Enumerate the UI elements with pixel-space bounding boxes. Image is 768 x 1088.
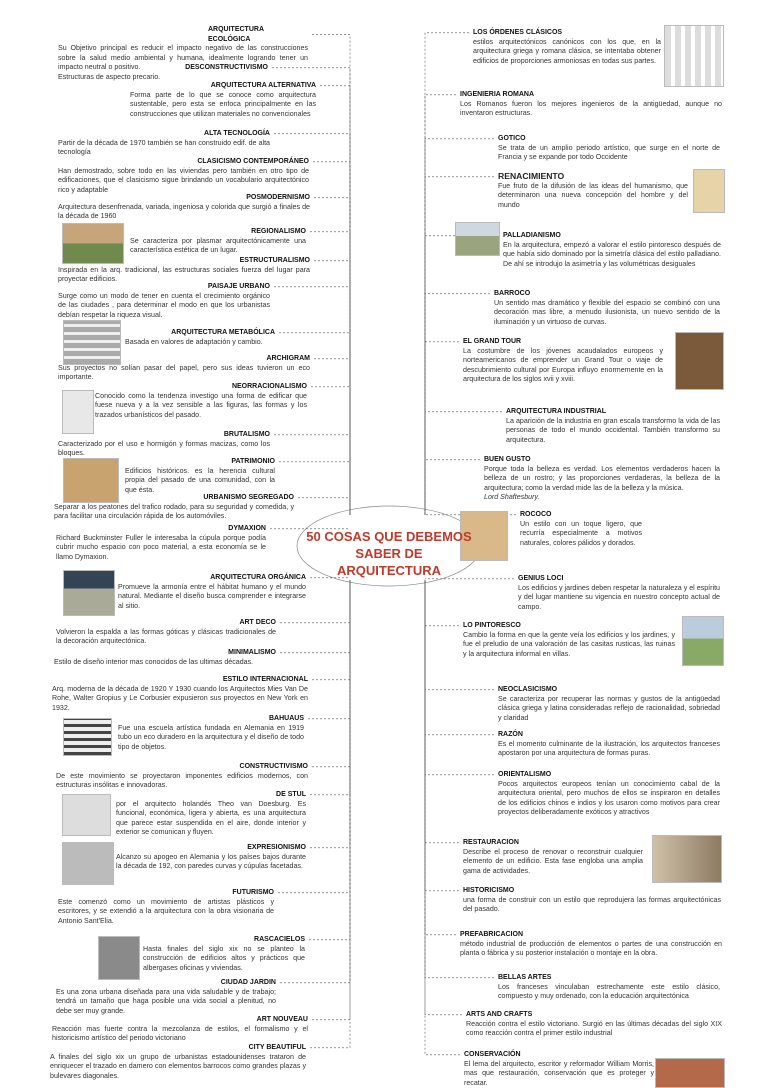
topic-desc: Edificios históricos. es la herencia cultural propia del pasado de una comunidad, con la que ésta.	[125, 467, 275, 496]
topic-title: ESTRUCTURALISMO	[58, 256, 310, 266]
topic-title: BELLAS ARTES	[498, 973, 720, 983]
topic-desc: Reacción mas fuerte contra la mezcolanza de estilos, el formalismo y el historicismo artístico del periodo victoriano	[52, 1025, 308, 1044]
connector-topic-constructivismo	[312, 580, 350, 767]
topic-title: ARQUITECTURA METABÓLICA	[125, 328, 275, 338]
topic-desc: Pocos arquitectos europeos tenían un conocimiento cabal de la arquitectura oriental, pero muchos de ellos se inspiraron en detalles de los edificios chinos e indios y los usaron como motivos para crear proyectos deliberadamente exóticos y atractivos	[498, 780, 720, 818]
topic-alternativa	[130, 81, 316, 119]
center-title-line2: SABER DE ARQUITECTURA	[306, 545, 472, 579]
connector-topic-urbanismo	[298, 498, 350, 515]
topic-desc: estilos arquitectónicos canónicos con los que, en la arquitectura griega y romana clásica, se intentaba obtener edificios de proporciones armoniosas en todas sus partes.	[473, 38, 661, 67]
colonnade-image	[664, 25, 724, 87]
topic-desc: Porque toda la belleza es verdad. Los elementos verdaderos hacen la belleza de un rostro; y las proporciones verdaderas, la belleza de la arquitectura; como la verdad mide las de la belleza y la música.	[484, 465, 720, 494]
topic-rascacielos	[143, 935, 305, 973]
topic-title: ART DECO	[56, 618, 276, 628]
connector-topic-buengusto	[425, 460, 480, 515]
morris-house-image	[655, 1058, 725, 1088]
topic-desc: Es el momento culminante de la ilustración, los arquitectos franceses apostaron por una arquitectura de formas puras.	[498, 740, 720, 759]
vitruvian-man-image	[693, 169, 725, 213]
topic-desc: Sus proyectos no solían pasar del papel, pero sus ideas tuvieron un eco importante.	[58, 364, 310, 383]
connector-topic-grandtour	[425, 342, 459, 515]
topic-title: DESCONSTRUCTIVISMO	[58, 63, 268, 73]
topic-desc: Promueve la armonía entre el hábitat humano y el mundo natural. Mediante el diseño busca comprender e integrarse al sitio.	[118, 583, 306, 612]
topic-gotico	[498, 134, 720, 163]
topic-desc: Caracterizado por el uso e hormigón y formas macizas, como los bloques.	[58, 440, 270, 459]
topic-title: URBANISMO SEGREGADO	[54, 493, 294, 503]
topic-desc: una forma de construir con un estilo que reprodujera las formas arquitectónicas del pasado.	[463, 896, 721, 915]
topic-desc: Inspirada en la arq. tradicional, las estructuras sociales fuerza del lugar para proyectar edificios.	[58, 266, 310, 285]
topic-archigram	[58, 354, 310, 383]
connector-topic-artsandcrafts	[425, 580, 462, 1015]
topic-title: BAHUAUS	[118, 714, 304, 724]
organic-house-image	[63, 570, 115, 616]
topic-paisaje	[58, 282, 270, 320]
connector-topic-historicismo	[425, 580, 459, 891]
topic-title: PREFABRICACION	[460, 930, 722, 940]
topic-desc: Arquitectura desenfrenada, variada, ingeniosa y colorida que surgió a finales de la década de 1960	[58, 203, 310, 222]
topic-desc: Partir de la década de 1970 también se han construido edif. de alta tecnología	[58, 139, 270, 158]
topic-title: BRUTALISMO	[58, 430, 270, 440]
restoration-building-image	[652, 835, 722, 883]
topic-desc: Un sentido mas dramático y flexible del espacio se combinó con una decoración mas libre, a menudo ilusionista, un nuevo sentido de la iluminación y un virtuoso de curvas.	[494, 299, 720, 328]
topic-regionalismo	[130, 227, 306, 256]
topic-artdeco	[56, 618, 276, 647]
topic-orientalismo	[498, 770, 720, 818]
topic-ordenes	[473, 28, 661, 66]
topic-title: BUEN GUSTO	[484, 455, 720, 465]
topic-title: RASCACIELOS	[143, 935, 305, 945]
topic-desc: La costumbre de los jóvenes acaudalados europeos y norteamericanos de emprender un Grand Tour o viaje de descubrimiento cultural por Europa influyo enormemente en la arquitectura de los siglos xvii y xviii.	[463, 347, 663, 385]
topic-desc: Los edificios y jardines deben respetar la naturaleza y el espíritu y del lugar mantiene su vigencia en nuestro concepto actual de campo.	[518, 584, 720, 613]
neorrationalism-church-image	[62, 390, 94, 434]
topic-title: ART NOUVEAU	[52, 1015, 308, 1025]
topic-title: RENACIMIENTO	[498, 172, 688, 182]
topic-title: NEOCLASICISMO	[498, 685, 720, 695]
topic-desc: Surge como un modo de tener en cuenta el crecimiento orgánico de las ciudades , para determinar el modo en que los urbanistas debían respetar la riqueza visual.	[58, 292, 270, 321]
topic-title: DYMAXION	[56, 524, 266, 534]
topic-palladianismo	[503, 231, 721, 269]
topic-razon	[498, 730, 720, 759]
topic-geniusloci	[518, 574, 720, 612]
topic-title: REGIONALISMO	[130, 227, 306, 237]
topic-organica	[118, 573, 306, 611]
connector-topic-neorracionalismo	[311, 387, 350, 515]
topic-desc: Los Romanos fueron los mejores ingenieros de la antigüedad, aunque no inventaron estructuras.	[460, 100, 722, 119]
topic-buengusto	[484, 455, 720, 503]
topic-title: POSMODERNISMO	[58, 193, 310, 203]
topic-title: HISTORICISMO	[463, 886, 721, 896]
topic-neoclasicismo	[498, 685, 720, 723]
topic-desc: A finales del siglo xix un grupo de urbanistas estadounidenses trataron de enriquecer el trazado en damero con elementos barrocos como grandes plazas y bulevares diagonales.	[50, 1053, 306, 1082]
topic-title: ARQUITECTURA ALTERNATIVA	[130, 81, 316, 91]
center-title	[306, 528, 472, 579]
topic-title: PALLADIANISMO	[503, 231, 721, 241]
topic-urbanismo	[54, 493, 294, 522]
topic-desc: Basada en valores de adaptación y cambio.	[125, 338, 275, 348]
bauhaus-building-image	[63, 718, 112, 756]
topic-title: CLASICISMO CONTEMPORÁNEO	[58, 157, 309, 167]
picturesque-cottage-image	[682, 616, 724, 666]
connector-topic-artnouveau	[312, 580, 350, 1020]
grand-tour-painting-image	[675, 332, 724, 390]
topic-metabolica	[125, 328, 275, 347]
topic-title: RAZÓN	[498, 730, 720, 740]
topic-conservacion	[464, 1050, 654, 1088]
topic-desc: Reacción contra el estilo victoriano. Surgió en las últimas décadas del siglo XIX como reacción contra el primer estilo industrial	[466, 1020, 722, 1039]
topic-desc: Se caracteriza por plasmar arquitectónicamente una característica estética de un lugar.	[130, 237, 306, 256]
topic-ciudadjardin	[56, 978, 276, 1016]
connector-topic-citybeautiful	[310, 580, 350, 1048]
topic-futurismo	[58, 888, 274, 926]
topic-historicismo	[463, 886, 721, 915]
topic-renacimiento	[498, 172, 688, 210]
topic-title: PATRIMONIO	[125, 457, 275, 467]
topic-dymaxion	[56, 524, 266, 562]
connector-topic-prefabricacion	[425, 580, 456, 935]
connector-topic-bahuaus	[308, 580, 350, 719]
topic-prefabricacion	[460, 930, 722, 959]
topic-title: EL GRAND TOUR	[463, 337, 663, 347]
topic-desc: Richard Buckminster Fuller le interesaba la cúpula porque podía cubrir mucho espacio con poco material, a esta economía se le llamo Dymaxion.	[56, 534, 266, 563]
topic-bellasartes	[498, 973, 720, 1002]
de-stijl-house-image	[62, 794, 111, 836]
topic-title: CONSERVACIÓN	[464, 1050, 654, 1060]
topic-industrial	[506, 407, 720, 445]
topic-title: ESTILO INTERNACIONAL	[52, 675, 308, 685]
topic-title: CONSTRUCTIVISMO	[56, 762, 308, 772]
topic-brutalismo	[58, 430, 270, 459]
topic-estructuralismo	[58, 256, 310, 285]
topic-title: INGENIERIA ROMANA	[460, 90, 722, 100]
expressionism-image	[62, 842, 114, 885]
topic-posmodernismo	[58, 193, 310, 222]
topic-altatecnologia	[58, 129, 270, 158]
topic-desc: Separar a los peatones del trafico rodado, para su seguridad y comedida, y para facilitar una circulación rápida de los automóviles.	[54, 503, 294, 522]
topic-title: ARCHIGRAM	[58, 354, 310, 364]
connector-topic-expresionismo	[310, 580, 350, 848]
topic-title: BARROCO	[494, 289, 720, 299]
topic-desc: En la arquitectura, empezó a valorar el estilo pintoresco después de que había sido dominado por la simetría clásica del estilo palladiano. De ahí se introdujo la asimetría y las volumétricas desiguales	[503, 241, 721, 270]
topic-title: CIUDAD JARDIN	[56, 978, 276, 988]
topic-desc: por el arquitecto holandés Theo van Doesburg. Es funcional, económica, ligera y abierta, es una arquitectura que parece estar suspendida en el aire, donde interior y exterior se comunican y fluyen.	[116, 800, 306, 838]
connector-topic-posmodernismo	[314, 198, 350, 515]
topic-title: LOS ÓRDENES CLÁSICOS	[473, 28, 661, 38]
topic-barroco	[494, 289, 720, 327]
topic-desc: Este comenzó como un movimiento de artistas plásticos y escritores, y se extendió a la arquitectura con la obra visionaria de Antonio Sant'Elia.	[58, 898, 274, 927]
connector-topic-orientalismo	[425, 580, 494, 775]
topic-clasicismo	[58, 157, 309, 195]
topic-desc: método industrial de producción de elementos o partes de una construcción en planta o fábrica y su posterior instalación o montaje en la obra.	[460, 940, 722, 959]
topic-pintoresco	[463, 621, 675, 659]
skyscraper-image	[98, 936, 140, 980]
connector-topic-internacional	[312, 580, 350, 680]
topic-bahuaus	[118, 714, 304, 752]
topic-title: ALTA TECNOLOGÍA	[58, 129, 270, 139]
topic-desc: Fue fruto de la difusión de las ideas del humanismo, que determinaron una nueva concepción del hombre y del mundo	[498, 182, 688, 211]
topic-title: RESTAURACION	[463, 838, 643, 848]
topic-desc: Hasta finales del siglo xix no se planteo la construcción de edificios altos y prácticos que albergases oficinas y viviendas.	[143, 945, 305, 974]
topic-title: CITY BEAUTIFUL	[50, 1043, 306, 1053]
topic-desconstructivismo	[58, 63, 268, 82]
topic-desc: Describe el proceso de renovar o reconstruir cualquier elemento de un edificio. Esta fase engloba una amplia gama de actividades.	[463, 848, 643, 877]
topic-title: PAISAJE URBANO	[58, 282, 270, 292]
topic-desc: Forma parte de lo que se conoce como arquitectura sustentable, pero esta se enfoca principalmente en las construcciones que utilizan materiales no convencionales	[130, 91, 316, 120]
topic-desc: Estructuras de aspecto precario.	[58, 73, 268, 83]
connector-topic-rascacielos	[309, 580, 350, 940]
connector-topic-destijl	[310, 580, 350, 795]
topic-desc: Se caracteriza por recuperar las normas y gustos de la antigüedad clásica griega y latina consideradas reflejo de racionalidad, sobriedad y claridad	[498, 695, 720, 724]
connector-topic-ingenieria	[425, 95, 456, 515]
topic-restauracion	[463, 838, 643, 876]
topic-desc: La aparición de la industria en gran escala transformo la vida de las personas de todo el mundo occidental. También transformo su arquitectura.	[506, 417, 720, 446]
topic-title: LO PINTORESCO	[463, 621, 675, 631]
connector-topic-estructuralismo	[314, 261, 350, 515]
topic-ingenieria	[460, 90, 722, 119]
topic-desc: Han demostrado, sobre todo en las viviendas pero también en otro tipo de edificaciones, que el clasicismo sigue brindando un vocabulario arquitectónico rico y adaptable	[58, 167, 309, 196]
topic-desc: Alcanzo su apogeo en Alemania y los países bajos durante la década de 192, con paredes curvas y cúpulas facetadas.	[116, 853, 306, 872]
topic-title: ARQUITECTURA ECOLÓGICA	[58, 25, 308, 44]
topic-desc: Volvieron la espalda a las formas góticas y clásicas tradicionales de la decoración arquitectónica.	[56, 628, 276, 647]
connector-topic-conservacion	[425, 580, 460, 1055]
topic-citybeautiful	[50, 1043, 306, 1081]
connector-topic-ecologica	[312, 35, 350, 515]
topic-title: GOTICO	[498, 134, 720, 144]
topic-title: ROCOCO	[520, 510, 642, 520]
topic-desc: Arq. moderna de la década de 1920 Y 1930 cuando los Arquitectos Mies Van De Rohe, Walter Gropius y Le Corbusier expusieron sus proyectos en New York en 1932.	[52, 685, 308, 714]
topic-title: FUTURISMO	[58, 888, 274, 898]
topic-desc: Se trata de un amplio periodo artístico, que surge en el norte de Francia y se expande por todo Occidente	[498, 144, 720, 163]
topic-destijl	[116, 790, 306, 838]
connector-topic-alternativa	[320, 86, 350, 515]
topic-title: ARQUITECTURA ORGÁNICA	[118, 573, 306, 583]
topic-title: NEORRACIONALISMO	[95, 382, 307, 392]
center-title-line1: 50 COSAS QUE DEBEMOS	[306, 528, 472, 545]
topic-desc: De este movimiento se proyectaron imponentes edificios modernos, con estructuras insólitas e innovadoras.	[56, 772, 308, 791]
topic-expresionismo	[116, 843, 306, 872]
connector-topic-archigram	[314, 359, 350, 515]
connector-topic-pintoresco	[425, 580, 459, 626]
topic-desc: Estilo de diseño interior mas conocidos de las ultimas décadas.	[54, 658, 276, 668]
topic-artnouveau	[52, 1015, 308, 1044]
topic-title: DE STUL	[116, 790, 306, 800]
topic-desc: Cambio la forma en que la gente veía los edificios y los jardines, y fue el preludio de una valoración de las casitas rusticas, las ruinas y la arquitectura informal en villas.	[463, 631, 675, 660]
topic-desc: Conocido como la tendenza investigo una forma de edificar que fuese nueva y a la vez sensible a las figuras, las formas y los trazados urbanísticos del pasado.	[95, 392, 307, 421]
topic-internacional	[52, 675, 308, 713]
topic-grandtour	[463, 337, 663, 385]
topic-desc: Es una zona urbana diseñada para una vida saludable y de trabajo; tendrá un tamaño que haga posible una vida social a plenitud, no debe ser muy grande.	[56, 988, 276, 1017]
connector-topic-regionalismo	[310, 232, 350, 515]
topic-artsandcrafts	[466, 1010, 722, 1039]
topic-desc: Su Objetivo principal es reducir el impacto negativo de las construcciones sobre la salud medio ambiental y humana, idealmente logrando tener un impacto neutral o positivo.	[58, 44, 308, 73]
topic-desc: Un estilo con un toque ligero, que recurría especialmente a motivos naturales, colores pálidos y dorados.	[520, 520, 642, 549]
topic-desc: Fue una escuela artística fundada en Alemania en 1919 tubo un eco duradero en la arquitectura y el diseño de todo tipo de objetos.	[118, 724, 304, 753]
topic-title: GENIUS LOCI	[518, 574, 720, 584]
topic-quote: Lord Shaftesbury.	[484, 493, 720, 503]
connector-topic-desconstructivismo	[272, 68, 350, 515]
topic-title: MINIMALISMO	[54, 648, 276, 658]
topic-minimalismo	[54, 648, 276, 667]
connector-topic-restauracion	[425, 580, 459, 843]
palladian-villa-image	[455, 222, 500, 256]
topic-patrimonio	[125, 457, 275, 495]
connector-topic-barroco	[425, 294, 490, 515]
topic-rococo	[520, 510, 642, 548]
topic-title: ORIENTALISMO	[498, 770, 720, 780]
topic-neorracionalismo	[95, 382, 307, 420]
topic-constructivismo	[56, 762, 308, 791]
topic-title: EXPRESIONISMO	[116, 843, 306, 853]
topic-desc: El lema del arquitecto, escritor y reformador William Morris, mas que restauración, conservación que es proteger y recatar.	[464, 1060, 654, 1088]
topic-title: ARQUITECTURA INDUSTRIAL	[506, 407, 720, 417]
topic-title: ARTS AND CRAFTS	[466, 1010, 722, 1020]
topic-desc: Los franceses vinculaban estrechamente este estilo clásico, compuesto y muy ordenado, con la educación arquitectónica	[498, 983, 720, 1002]
